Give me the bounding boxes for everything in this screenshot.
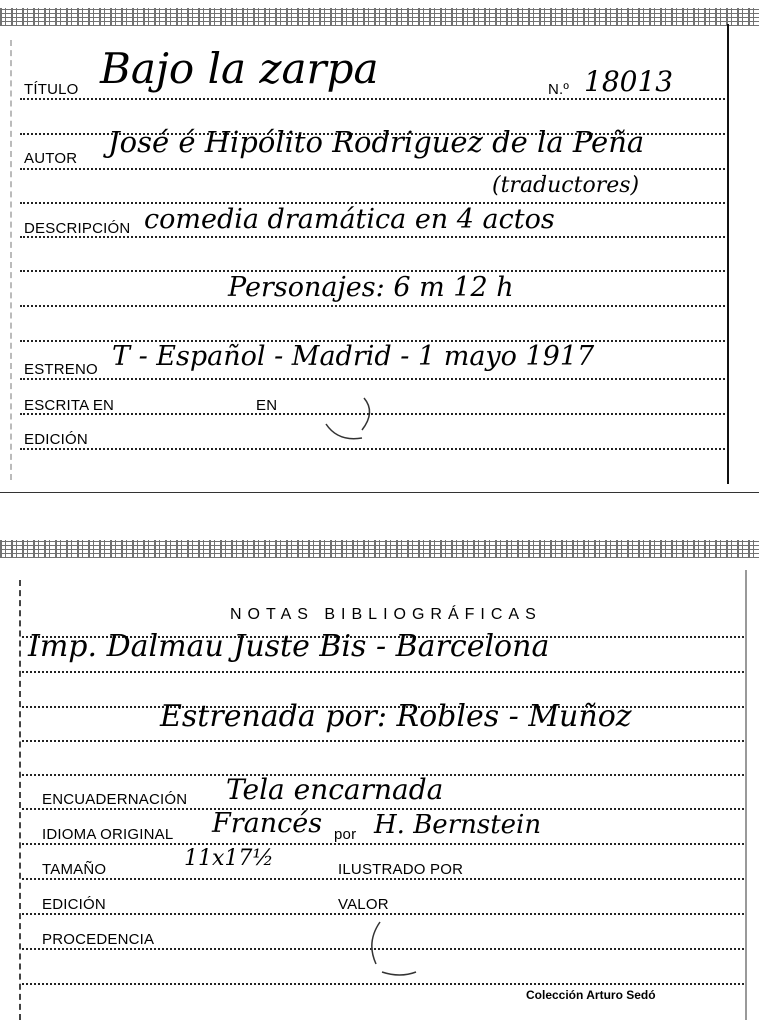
- encuadernacion-label: ENCUADERNACIÓN: [42, 791, 188, 808]
- card-right-border: [745, 570, 747, 1020]
- rule-line: [20, 98, 725, 100]
- numero-value: 18013: [584, 65, 674, 98]
- collection-footer: Colección Arturo Sedó: [526, 988, 656, 1002]
- descripcion-value-2: Personajes: 6 m 12 h: [228, 272, 514, 303]
- catalog-card-front: [0, 0, 759, 495]
- rule-line: [22, 983, 744, 985]
- por-label: por: [334, 826, 357, 843]
- ilustrado-label: ILUSTRADO POR: [338, 861, 464, 878]
- rule-line: [20, 305, 725, 307]
- rule-line: [22, 740, 744, 742]
- rule-line: [20, 168, 725, 170]
- idioma-value: Francés: [212, 808, 323, 839]
- autor-value: José é Hipólito Rodriguez de la Peña: [108, 125, 645, 159]
- punch-hole-mark: [360, 912, 430, 982]
- encuadernacion-value: Tela encarnada: [226, 773, 444, 806]
- autor-note: (traductores): [492, 173, 640, 198]
- notas-line-1: Imp. Dalmau Juste Bis - Barcelona: [28, 629, 550, 664]
- notas-title: NOTAS BIBLIOGRÁFICAS: [230, 606, 542, 623]
- card-left-border: [10, 40, 12, 480]
- catalog-card-back: [0, 540, 759, 1028]
- card-divider: [0, 492, 759, 493]
- estreno-value: T - Español - Madrid - 1 mayo 1917: [112, 341, 595, 372]
- notas-line-2: Estrenada por: Robles - Muñoz: [160, 699, 632, 734]
- rule-line: [20, 448, 725, 450]
- rule-line: [20, 378, 725, 380]
- edicion-label-bottom: EDICIÓN: [42, 896, 106, 913]
- titulo-value: Bajo la zarpa: [100, 44, 379, 93]
- descripcion-label: DESCRIPCIÓN: [24, 220, 131, 237]
- rule-line: [22, 878, 744, 880]
- autor-label: AUTOR: [24, 150, 78, 167]
- idioma-label: IDIOMA ORIGINAL: [42, 826, 174, 843]
- en-label: EN: [256, 397, 278, 414]
- rule-line: [22, 671, 744, 673]
- punch-hole-mark: [318, 384, 378, 444]
- descripcion-value: comedia dramática en 4 actos: [144, 204, 555, 235]
- edicion-label: EDICIÓN: [24, 431, 88, 448]
- tamano-value: 11x17½: [184, 846, 274, 871]
- procedencia-label: PROCEDENCIA: [42, 931, 155, 948]
- escrita-label: ESCRITA EN: [24, 397, 115, 414]
- tamano-label: TAMAÑO: [42, 861, 107, 878]
- estreno-label: ESTRENO: [24, 361, 98, 378]
- por-value: H. Bernstein: [374, 810, 542, 840]
- valor-label: VALOR: [338, 896, 389, 913]
- titulo-label: TÍTULO: [24, 81, 79, 98]
- card-left-border: [19, 580, 21, 1020]
- rule-line: [22, 843, 744, 845]
- numero-label: N.º: [548, 81, 570, 98]
- card-right-border: [727, 24, 729, 484]
